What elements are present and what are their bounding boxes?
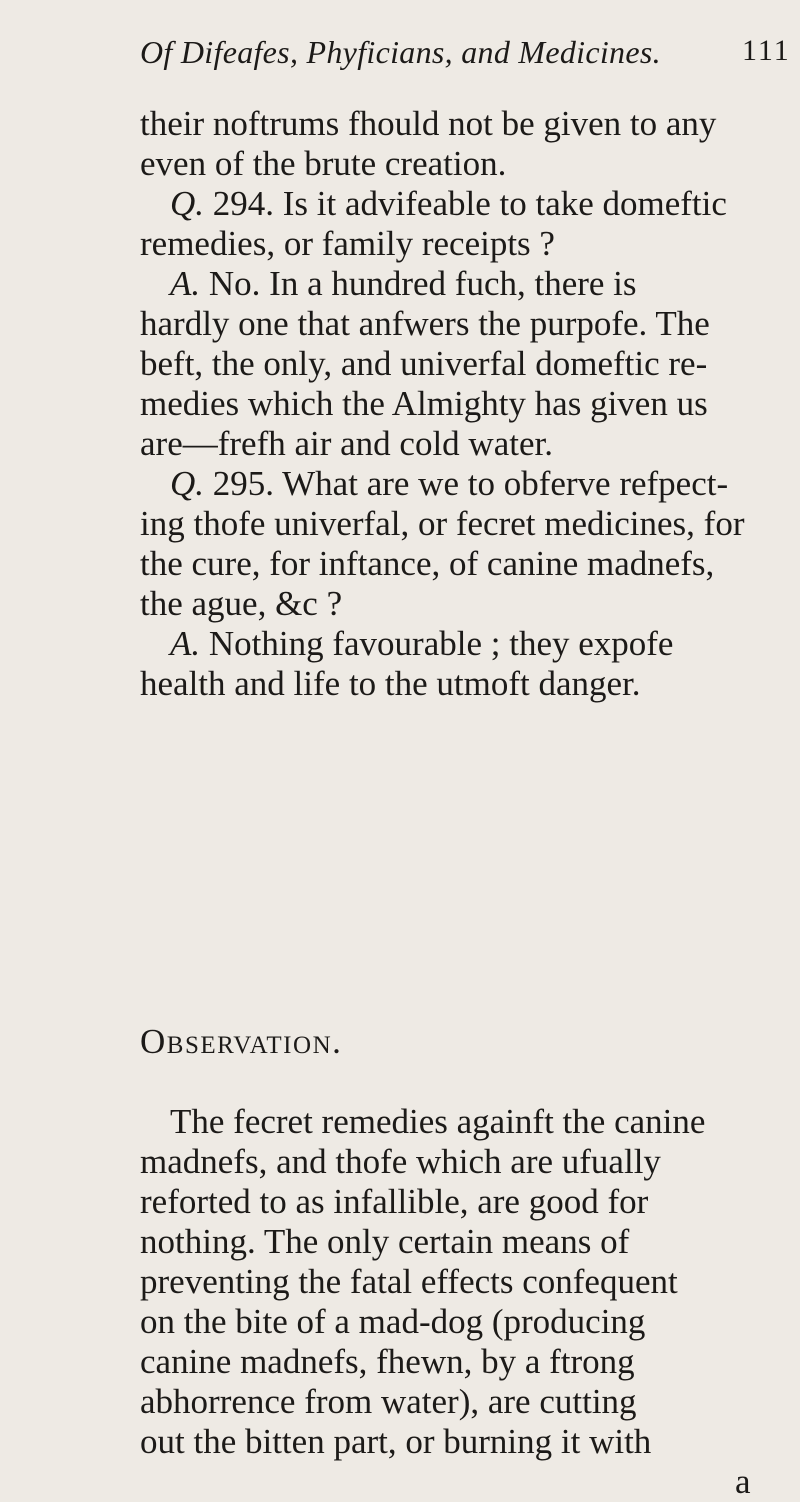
text-line: abhorrence from water), are cutting [140, 1382, 637, 1421]
text-line: hardly one that anfwers the purpofe. The [140, 304, 710, 343]
text-line: preventing the fatal effects confequent [140, 1262, 678, 1301]
text-line: medies which the Almighty has given us [140, 384, 708, 423]
text-line: canine madnefs, fhewn, by a ftrong [140, 1342, 635, 1381]
text-line: health and life to the utmoft danger. [140, 664, 641, 703]
answer-line: A. Nothing favourable ; they expofe [170, 624, 674, 663]
observation-heading: Observation. [140, 1022, 343, 1061]
text-line: the cure, for inftance, of canine madnefs, [140, 544, 715, 583]
text-line: even of the brute creation. [140, 144, 507, 183]
text-line: remedies, or family receipts ? [140, 224, 555, 263]
text-line: are—frefh air and cold water. [140, 424, 553, 463]
answer-label: A. [170, 624, 201, 663]
answer-label: A. [170, 264, 201, 303]
text-line: madnefs, and thofe which are ufually [140, 1142, 661, 1181]
text-line: on the bite of a mad-dog (producing [140, 1302, 646, 1341]
page-number: 111 [742, 34, 791, 67]
catchword: a [735, 1462, 751, 1501]
text-line: out the bitten part, or burning it with [140, 1422, 652, 1461]
text-line: the ague, &c ? [140, 584, 343, 623]
running-title: Of Difeafes, Phyficians, and Medicines. [140, 34, 661, 70]
question-line: Q. 294. Is it advifeable to take domeftic [170, 184, 727, 223]
answer-line: A. No. In a hundred fuch, there is [170, 264, 637, 303]
text-line: ing thofe univerfal, or fecret medicines, for [140, 504, 745, 543]
text-line: The fecret remedies againft the canine [170, 1102, 706, 1141]
text-line: reforted to as infallible, are good for [140, 1182, 649, 1221]
question-label: Q. [170, 464, 205, 503]
text-line: beft, the only, and univerfal domeftic re- [140, 344, 708, 383]
text-line: nothing. The only certain means of [140, 1222, 630, 1261]
question-label: Q. [170, 184, 205, 223]
question-line: Q. 295. What are we to obferve refpect- [170, 464, 729, 503]
running-head [0, 34, 800, 78]
text-line: their noftrums fhould not be given to any [140, 104, 717, 143]
